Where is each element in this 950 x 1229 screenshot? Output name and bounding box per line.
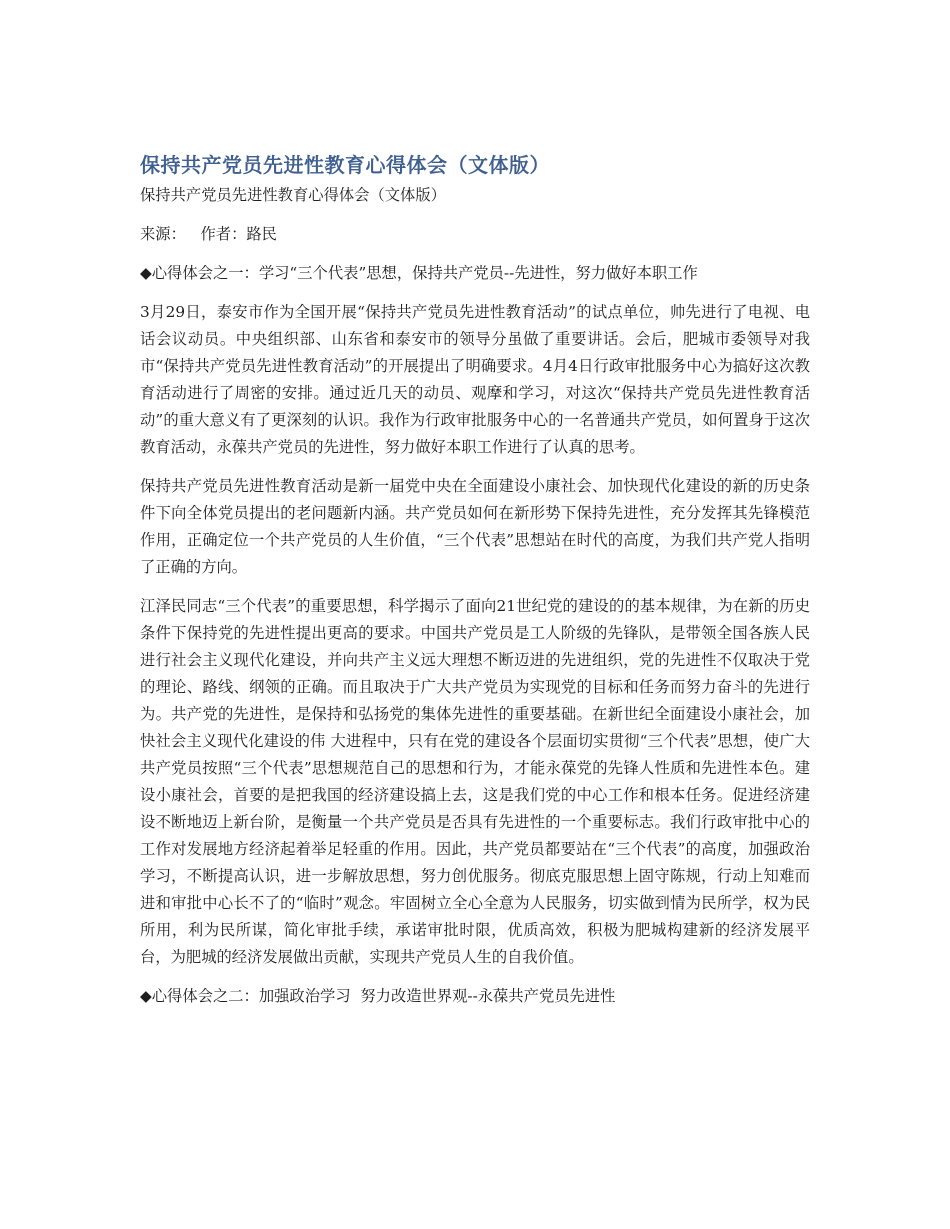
document-page xyxy=(140,150,810,1010)
paragraph-1: 3月29日，泰安市作为全国开展“保持共产党员先进性教育活动”的试点单位，帅先进行了电视、电话会议动员。中央组织部、山东省和泰安市的领导分虽做了重要讲话。会后，肥城市委领导对我市“保持共产党员先进性教育活动”的开展提出了明确要求。4月4日行政审批服务中心为搞好这次教育活动进行了周密的安排。通过近几天的动员、观摩和学习，对这次“保持共产党员先进性教育活动”的重大意义有了更深刻的认识。我作为行政审批服务中心的一名普通共产党员，如何置身于这次教育活动，永葆共产党员的先进性，努力做好本职工作进行了认真的思考。 xyxy=(140,303,810,456)
document-subtitle: 保持共产党员先进性教育心得体会（文体版） xyxy=(140,186,446,204)
document-title: 保持共产党员先进性教育心得体会（文体版） xyxy=(140,153,550,177)
paragraph-3: 江泽民同志“三个代表”的重要思想，科学揭示了面向21世纪党的建设的的基本规律，为在新的历史条件下保持党的先进性提出更高的要求。中国共产党员是工人阶级的先锋队，是带领全国各族人民进行社会主义现代化建设，并向共产主义远大理想不断迈进的先进组织，党的先进性不仅取决于党的理论、路线、纲领的正确。而且取决于广大共产党员为实现党的目标和任务而努力奋斗的先进行为。共产党的先进性，是保持和弘扬党的集体先进性的重要基础。在新世纪全面建设小康社会，加快社会主义现代化建设的伟 大进程中，只有在党的建设各个层面切实贯彻“三个代表”思想，使广大共产党员按照“三个代表”思想规范自己的思想和行为，才能永葆党的先锋人性质和先进性本色。建设小康社会，首要的是把我国的经济建设搞上去，这是我们党的中心工作和根本任务。促进经济建设不断地迈上新台阶，是衡量一个共产党员是否具有先进性的一个重要标志。我们行政审批中心的工作对发展地方经济起着举足轻重的作用。因此，共产党员都要站在“三个代表”的高度，加强政治学习，不断提高认识，进一步解放思想，努力创优服务。彻底克服思想上固守陈规，行动上知难而进和审批中心长不了的“临时”观念。牢固树立全心全意为人民服务，切实做到情为民所学，权为民所用，利为民所谋，简化审批手续，承诺审批时限，优质高效，积极为肥城构建新的经济发展平台，为肥城的经济发展做出贡献，实现共产党员人生的自我价值。 xyxy=(140,597,810,966)
paragraph-2: 保持共产党员先进性教育活动是新一届党中央在全面建设小康社会、加快现代化建设的新的历史条件下向全体党员提出的老问题新内涵。共产党员如何在新形势下保持先进性，充分发挥其先锋模范作用，正确定位一个共产党员的人生价值，“三个代表”思想站在时代的高度，为我们共产党人指明了正确的方向。 xyxy=(140,477,810,576)
section-heading-1: ◆心得体会之一：学习“三个代表”思想，保持共产党员--先进性，努力做好本职工作 xyxy=(140,264,698,282)
section-heading-2: ◆心得体会之二：加强政治学习 努力改造世界观--永葆共产党员先进性 xyxy=(140,987,616,1005)
source-author-line: 来源： 作者：路民 xyxy=(140,225,277,243)
